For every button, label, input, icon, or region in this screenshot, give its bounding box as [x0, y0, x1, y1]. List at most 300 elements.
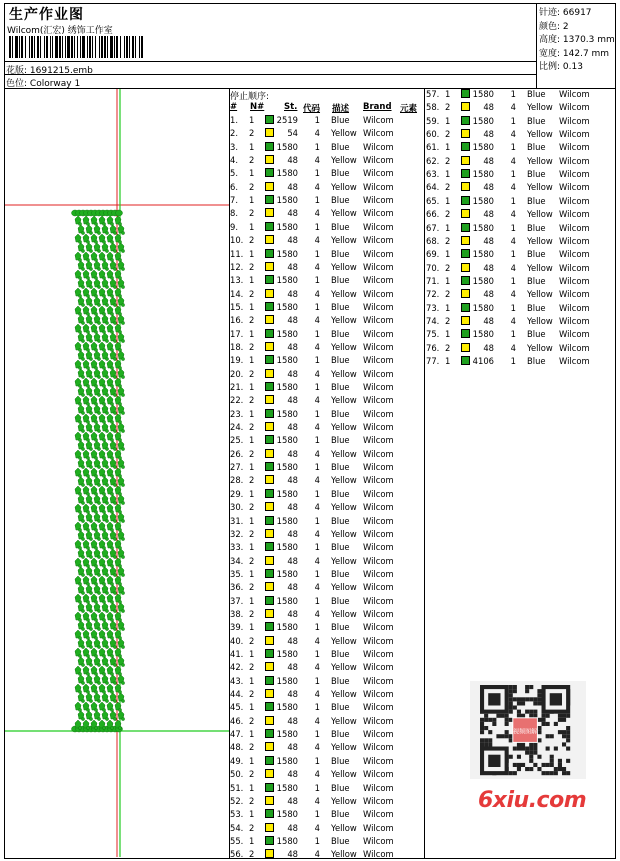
thread-brand: Wilcom [363, 368, 394, 379]
table-row [426, 181, 620, 193]
needle-number: 2 [445, 182, 451, 193]
stitch-count: 1580 [472, 89, 494, 99]
needle-number: 1 [249, 141, 255, 152]
table-row [230, 234, 424, 246]
needle-number: 1 [249, 595, 255, 606]
color-code: 1 [314, 702, 320, 713]
color-code: 1 [314, 622, 320, 633]
stop-number: 41. [230, 649, 244, 659]
color-code: 4 [314, 555, 320, 566]
stop-number: 45. [230, 702, 244, 713]
stitch-count: 48 [483, 102, 494, 113]
color-code: 4 [314, 315, 320, 326]
table-row [230, 354, 424, 366]
color-swatch [461, 289, 470, 298]
stat-label: 比例: [539, 62, 561, 72]
thread-brand: Wilcom [363, 488, 394, 499]
color-description: Blue [527, 195, 546, 206]
thread-brand: Wilcom [363, 822, 394, 833]
table-row [230, 154, 424, 166]
needle-number: 2 [249, 288, 255, 299]
column-header: St. [284, 102, 298, 112]
stitch-count: 48 [287, 822, 298, 833]
stitch-count: 1580 [276, 462, 298, 473]
table-row [426, 88, 620, 100]
color-description: Blue [527, 356, 546, 366]
column-header: Brand [363, 102, 392, 112]
color-description: Blue [331, 809, 350, 820]
color-code: 1 [314, 515, 320, 526]
stitch-count: 1580 [276, 782, 298, 793]
stop-number: 38. [230, 608, 244, 619]
table-row [230, 381, 424, 393]
color-swatch [265, 289, 274, 298]
color-description: Blue [331, 515, 350, 526]
color-code: 4 [510, 102, 516, 113]
color-code: 1 [314, 488, 320, 499]
needle-number: 2 [249, 235, 255, 246]
color-description: Blue [331, 355, 350, 366]
color-description: Yellow [331, 181, 357, 192]
table-row [230, 114, 424, 126]
thread-brand: Wilcom [363, 462, 394, 473]
thread-brand: Wilcom [363, 315, 394, 326]
stop-number: 13. [230, 275, 244, 286]
color-description: Yellow [527, 209, 553, 220]
thread-brand: Wilcom [363, 128, 394, 139]
thread-brand: Wilcom [363, 235, 394, 246]
thread-brand: Wilcom [559, 222, 590, 233]
needle-number: 2 [249, 635, 255, 646]
color-description: Blue [331, 168, 350, 179]
color-swatch [461, 249, 470, 258]
color-swatch [265, 222, 274, 231]
table-row [230, 661, 424, 673]
stop-number: 54. [230, 822, 244, 833]
color-description: Yellow [331, 235, 357, 246]
color-swatch [461, 169, 470, 178]
needle-number: 2 [445, 155, 451, 166]
stop-number: 69. [426, 249, 440, 260]
color-swatch [265, 622, 274, 631]
color-swatch [265, 756, 274, 765]
color-swatch [461, 182, 470, 191]
color-code: 4 [510, 289, 516, 300]
colorway-label: 色位: [6, 79, 28, 89]
thread-brand: Wilcom [559, 115, 590, 126]
stop-number: 28. [230, 475, 244, 486]
color-swatch [461, 156, 470, 165]
table-row [230, 474, 424, 486]
color-swatch [461, 116, 470, 125]
stitch-count: 1580 [276, 488, 298, 499]
stop-number: 5. [230, 168, 238, 179]
color-description: Blue [331, 595, 350, 606]
color-swatch [265, 475, 274, 484]
needle-number: 2 [249, 662, 255, 673]
needle-number: 1 [445, 115, 451, 126]
stitch-count: 48 [287, 528, 298, 539]
table-row [230, 434, 424, 446]
table-row [426, 302, 620, 314]
table-row [230, 741, 424, 753]
needle-number: 1 [445, 302, 451, 313]
color-swatch [265, 569, 274, 578]
color-swatch [265, 342, 274, 351]
color-description: Yellow [331, 822, 357, 833]
stitch-count: 1580 [472, 222, 494, 233]
stitch-count: 48 [287, 742, 298, 753]
needle-number: 1 [249, 702, 255, 713]
stop-number: 53. [230, 809, 244, 820]
stitch-count: 1580 [276, 168, 298, 179]
table-row [230, 127, 424, 139]
color-description: Blue [331, 328, 350, 339]
needle-number: 2 [249, 689, 255, 700]
color-description: Yellow [331, 795, 357, 806]
color-swatch [265, 489, 274, 498]
table-row [426, 328, 620, 340]
stat-row [539, 19, 569, 32]
thread-brand: Wilcom [559, 249, 590, 260]
stop-number: 23. [230, 408, 244, 419]
stitch-count: 48 [483, 129, 494, 140]
stat-row [539, 5, 592, 18]
needle-number: 1 [249, 835, 255, 846]
thread-brand: Wilcom [559, 235, 590, 246]
table-row [230, 194, 424, 206]
color-swatch [265, 689, 274, 698]
stitch-count: 1580 [276, 835, 298, 846]
stop-number: 62. [426, 155, 440, 166]
table-row [230, 461, 424, 473]
stop-number: 59. [426, 115, 440, 126]
color-swatch [265, 582, 274, 591]
stitch-count: 1580 [472, 275, 494, 286]
color-description: Yellow [331, 261, 357, 272]
color-swatch [265, 596, 274, 605]
needle-number: 1 [249, 675, 255, 686]
stats-divider [536, 3, 537, 88]
thread-brand: Wilcom [363, 435, 394, 446]
needle-number: 1 [249, 328, 255, 339]
stop-number: 64. [426, 182, 440, 193]
color-swatch [265, 849, 274, 858]
needle-number: 1 [249, 622, 255, 633]
needle-number: 1 [249, 355, 255, 366]
color-description: Blue [527, 169, 546, 180]
color-swatch [265, 516, 274, 525]
needle-number: 1 [445, 356, 451, 366]
thread-brand: Wilcom [363, 568, 394, 579]
stop-number: 43. [230, 675, 244, 686]
stat-label: 宽度: [539, 48, 561, 59]
needle-number: 1 [249, 542, 255, 553]
stop-number: 20. [230, 368, 244, 379]
table-row [230, 608, 424, 620]
stop-number: 37. [230, 595, 244, 606]
color-code: 4 [510, 262, 516, 273]
stitch-count: 48 [483, 262, 494, 273]
table-row [426, 115, 620, 127]
color-code: 4 [510, 155, 516, 166]
thread-brand: Wilcom [559, 289, 590, 300]
color-code: 1 [314, 835, 320, 846]
needle-number: 1 [249, 221, 255, 232]
stitch-count: 48 [483, 315, 494, 326]
table-row [230, 541, 424, 553]
stop-number: 15. [230, 301, 244, 312]
thread-brand: Wilcom [559, 262, 590, 273]
color-code: 1 [510, 142, 516, 153]
table-row [426, 155, 620, 167]
stitch-count: 48 [287, 422, 298, 433]
stat-label: 针迹: [539, 8, 561, 18]
needle-number: 1 [445, 169, 451, 180]
table-row [230, 688, 424, 700]
thread-brand: Wilcom [363, 275, 394, 286]
stitch-count: 1580 [276, 382, 298, 392]
color-description: Yellow [331, 555, 357, 566]
thread-brand: Wilcom [559, 302, 590, 313]
stop-number: 50. [230, 769, 244, 780]
color-description: Yellow [527, 342, 553, 353]
thread-brand: Wilcom [363, 675, 394, 686]
color-swatch [265, 649, 274, 658]
stop-number: 3. [230, 141, 238, 152]
table-row [230, 368, 424, 380]
thread-brand: Wilcom [363, 248, 394, 259]
color-swatch [265, 742, 274, 751]
stitch-count: 48 [483, 342, 494, 353]
color-description: Blue [527, 222, 546, 233]
stitch-count: 1580 [276, 568, 298, 579]
color-description: Yellow [331, 849, 357, 860]
thread-brand: Wilcom [363, 662, 394, 673]
stitch-count: 1580 [472, 249, 494, 260]
table-row [230, 715, 424, 727]
stop-number: 75. [426, 329, 440, 340]
color-swatch [265, 395, 274, 404]
thread-brand: Wilcom [363, 208, 394, 219]
table-row [230, 328, 424, 340]
color-description: Blue [331, 782, 350, 793]
needle-number: 1 [445, 89, 451, 99]
needle-number: 2 [249, 528, 255, 539]
thread-brand: Wilcom [363, 168, 394, 179]
stitch-count: 1580 [276, 515, 298, 526]
stop-number: 31. [230, 515, 244, 526]
color-code: 1 [314, 275, 320, 286]
table-column-divider [424, 88, 425, 859]
needle-number: 2 [445, 342, 451, 353]
thread-brand: Wilcom [559, 182, 590, 193]
color-description: Yellow [331, 128, 357, 139]
color-description: Blue [331, 115, 350, 125]
design-label: 花版: [6, 66, 28, 76]
thread-brand: Wilcom [363, 622, 394, 633]
color-swatch [265, 382, 274, 391]
color-code: 4 [314, 422, 320, 433]
stitch-count: 1580 [276, 809, 298, 820]
color-swatch [265, 315, 274, 324]
stitch-count: 1580 [276, 649, 298, 659]
needle-number: 2 [249, 181, 255, 192]
stitch-count: 48 [287, 155, 298, 166]
stat-value: 142.7 mm [560, 48, 610, 59]
needle-number: 1 [249, 462, 255, 473]
table-row [230, 675, 424, 687]
stop-number: 49. [230, 755, 244, 766]
color-code: 1 [314, 328, 320, 339]
color-swatch [265, 676, 274, 685]
stitch-count: 1580 [276, 275, 298, 286]
needle-number: 1 [249, 115, 255, 125]
stop-number: 19. [230, 355, 244, 366]
thread-brand: Wilcom [363, 395, 394, 406]
stop-number: 16. [230, 315, 244, 326]
color-description: Blue [331, 195, 350, 206]
table-row [230, 274, 424, 286]
stop-number: 36. [230, 582, 244, 593]
color-code: 4 [314, 662, 320, 673]
thread-brand: Wilcom [363, 689, 394, 700]
needle-number: 1 [249, 382, 255, 392]
stat-value: 0.13 [560, 62, 583, 72]
color-code: 1 [314, 755, 320, 766]
color-code: 1 [314, 408, 320, 419]
needle-number: 2 [249, 261, 255, 272]
color-code: 1 [510, 89, 516, 99]
color-description: Yellow [331, 368, 357, 379]
color-description: Yellow [527, 182, 553, 193]
color-swatch [265, 195, 274, 204]
thread-brand: Wilcom [363, 515, 394, 526]
color-code: 1 [314, 649, 320, 659]
column-header: # [230, 102, 238, 112]
stitch-count: 48 [483, 289, 494, 300]
color-swatch [265, 355, 274, 364]
color-code: 1 [510, 195, 516, 206]
color-description: Yellow [331, 395, 357, 406]
thread-brand: Wilcom [559, 129, 590, 140]
column-header: 代码 [303, 104, 321, 114]
color-swatch [265, 823, 274, 832]
color-code: 4 [510, 342, 516, 353]
color-description: Blue [331, 622, 350, 633]
color-swatch [461, 263, 470, 272]
needle-number: 2 [249, 475, 255, 486]
stitch-count: 48 [287, 368, 298, 379]
color-swatch [265, 809, 274, 818]
needle-number: 2 [249, 448, 255, 459]
stop-number: 4. [230, 155, 238, 166]
thread-brand: Wilcom [363, 341, 394, 352]
table-row [230, 488, 424, 500]
stitch-count: 48 [287, 502, 298, 513]
color-swatch [461, 329, 470, 338]
table-row [426, 275, 620, 287]
stitch-count: 48 [287, 582, 298, 593]
stitch-count: 48 [287, 635, 298, 646]
thread-brand: Wilcom [363, 141, 394, 152]
stitch-count: 1580 [276, 435, 298, 446]
needle-number: 2 [249, 849, 255, 860]
stat-row [539, 32, 615, 45]
color-swatch [265, 529, 274, 538]
stop-number: 58. [426, 102, 440, 113]
stop-number: 27. [230, 462, 244, 473]
table-row [230, 207, 424, 219]
stitch-count: 48 [287, 475, 298, 486]
table-row [230, 288, 424, 300]
needle-number: 2 [249, 742, 255, 753]
design-file [6, 63, 93, 76]
table-row [426, 141, 620, 153]
stop-number: 46. [230, 715, 244, 726]
color-code: 1 [314, 568, 320, 579]
colorway-value: Colorway 1 [29, 79, 81, 89]
stitch-count: 1580 [276, 408, 298, 419]
color-code: 1 [314, 542, 320, 553]
needle-number: 2 [249, 795, 255, 806]
thread-brand: Wilcom [363, 422, 394, 433]
stitch-count: 1580 [276, 542, 298, 553]
table-row [426, 288, 620, 300]
color-code: 4 [314, 181, 320, 192]
color-code: 4 [314, 475, 320, 486]
color-code: 4 [510, 129, 516, 140]
needle-number: 2 [445, 235, 451, 246]
color-description: Yellow [331, 662, 357, 673]
needle-number: 1 [249, 568, 255, 579]
color-description: Blue [331, 755, 350, 766]
color-description: Blue [331, 542, 350, 553]
needle-number: 1 [249, 515, 255, 526]
design-divider [4, 61, 536, 62]
needle-number: 2 [445, 209, 451, 220]
thread-brand: Wilcom [363, 301, 394, 312]
thread-brand: Wilcom [363, 502, 394, 513]
color-swatch [265, 435, 274, 444]
needle-number: 2 [249, 341, 255, 352]
color-description: Blue [331, 248, 350, 259]
color-description: Blue [331, 382, 350, 392]
color-code: 4 [314, 849, 320, 860]
color-code: 4 [314, 582, 320, 593]
thread-brand: Wilcom [559, 329, 590, 340]
stat-value: 2 [560, 21, 569, 32]
stitch-count: 48 [287, 208, 298, 219]
needle-number: 1 [445, 195, 451, 206]
stitch-count: 1580 [276, 729, 298, 740]
table-row [230, 701, 424, 713]
color-swatch [265, 783, 274, 792]
watermark-logo: 6xiu.com [478, 788, 587, 813]
thread-brand: Wilcom [363, 835, 394, 846]
color-description: Yellow [331, 315, 357, 326]
thread-brand: Wilcom [363, 795, 394, 806]
color-code: 4 [314, 689, 320, 700]
needle-number: 2 [445, 102, 451, 113]
design-value: 1691215.emb [29, 66, 93, 76]
stitch-count: 1580 [276, 141, 298, 152]
color-swatch [265, 262, 274, 271]
color-description: Blue [331, 702, 350, 713]
stop-number: 34. [230, 555, 244, 566]
needle-number: 1 [249, 809, 255, 820]
color-swatch [265, 115, 274, 124]
